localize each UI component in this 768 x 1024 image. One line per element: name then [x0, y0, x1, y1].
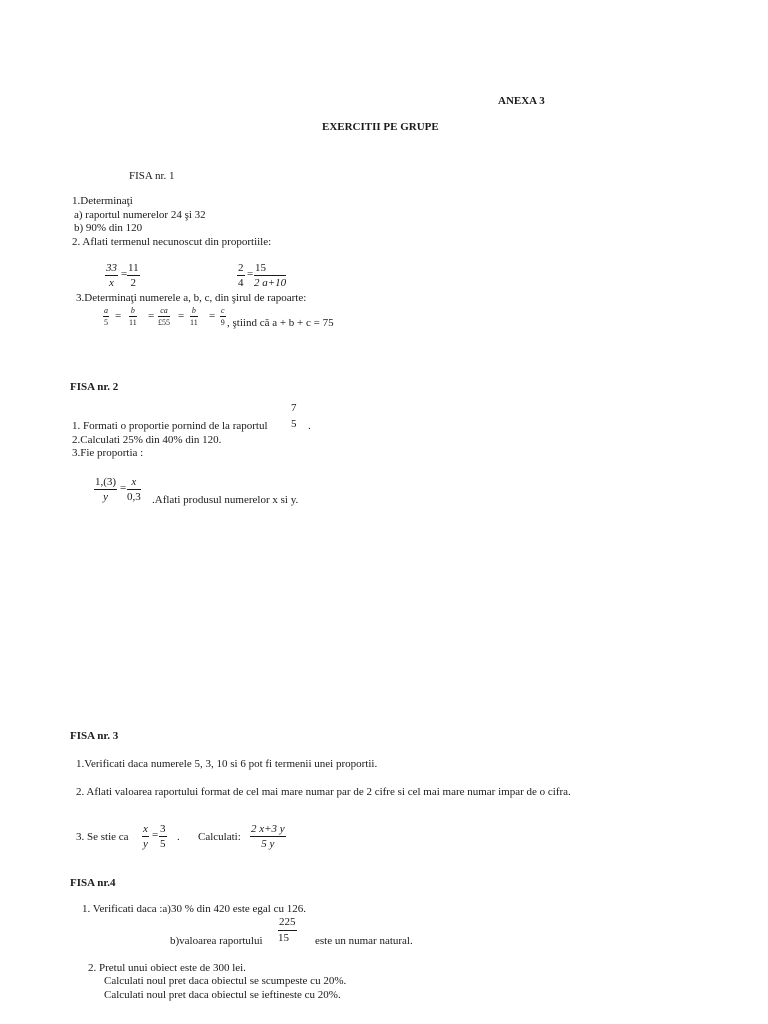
ratio-b-11-second [190, 306, 198, 327]
fraction-denominator: 11 [190, 318, 198, 327]
equals-sign: = [178, 310, 185, 322]
ratio-b-11 [129, 306, 137, 327]
ratio-c-9 [220, 306, 226, 327]
fraction-numerator: 11 [128, 262, 139, 274]
fisa4-item2b: Calculati noul pret daca obiectul se ieftineste cu 20%. [104, 989, 341, 1001]
fisa4-item1: 1. Verificati daca :a)30 % din 420 este egal cu 126. [82, 903, 306, 915]
fisa3-calculate-label: Calculati: [198, 831, 241, 843]
fraction-denominator: x [109, 277, 114, 289]
fisa4-ratio-225-15 [278, 916, 297, 944]
fisa2-item3: 3.Fie proportia : [72, 447, 144, 459]
equals-sign: = [209, 310, 216, 322]
fraction-denominator: 5 [160, 838, 166, 850]
fraction-numerator: 2 x+3 y [251, 823, 285, 835]
fraction-denominator: 15 [278, 932, 289, 944]
fisa2-proportion-right [127, 476, 141, 503]
fisa2-ratio-7-5 [290, 402, 298, 430]
ratio-ca-55 [158, 306, 170, 327]
fisa2-heading: FISA nr. 2 [70, 381, 119, 393]
ratio-a-5 [103, 306, 109, 327]
fraction-numerator: 1,(3) [95, 476, 117, 488]
fisa3-item3-prefix: 3. Se stie ca [76, 831, 129, 843]
fisa1-heading: FISA nr. 1 [129, 170, 175, 182]
fraction-numerator: x [143, 823, 148, 835]
fisa3-ratio-3-5 [159, 823, 167, 850]
annex-label: ANEXA 3 [498, 95, 545, 107]
fisa1-item1b: b) 90% din 120 [74, 222, 143, 234]
fisa3-expression [250, 823, 286, 850]
fraction-denominator: 11 [129, 318, 137, 327]
fisa1-item2: 2. Aflati termenul necunoscut din proportiile: [72, 236, 272, 248]
fisa2-item2: 2.Calculati 25% din 40% din 120. [72, 434, 222, 446]
fraction-denominator: y [143, 838, 148, 850]
fraction-denominator: 5 [291, 418, 297, 430]
fisa1-item1a: a) raportul numerelor 24 şi 32 [74, 209, 206, 221]
equals-sign: = [152, 829, 159, 841]
fraction-numerator: c [221, 306, 225, 315]
equals-sign: = [115, 310, 122, 322]
fisa4-item1b-tail: este un numar natural. [315, 935, 413, 947]
fisa4-item2a: Calculati noul pret daca obiectul se scumpeste cu 20%. [104, 975, 347, 987]
fraction-numerator: 2 [238, 262, 244, 274]
fisa4-item1b-prefix: b)valoarea raportului [170, 935, 263, 947]
fisa1-item3: 3.Determinaţi numerele a, b, c, din şirul de rapoarte: [76, 292, 307, 304]
fisa3-item2: 2. Aflati valoarea raportului format de cel mai mare numar par de 2 cifre si cel mai mare numar impar de o cifra. [76, 786, 571, 798]
fisa1-item1: 1.Determinaţi [72, 195, 133, 207]
fisa2-proportion-left [94, 476, 117, 503]
fraction-denominator: 5 [104, 318, 108, 327]
fraction-numerator: b [191, 306, 196, 315]
fisa3-item1: 1.Verificati daca numerele 5, 3, 10 si 6 pot fi termenii unei proportii. [76, 758, 378, 770]
fraction-denominator: 2 [130, 277, 137, 289]
fraction-denominator: 9 [220, 318, 225, 327]
fraction-denominator: 5 y [261, 838, 275, 850]
equals-sign: = [148, 310, 155, 322]
fraction-numerator: x [127, 476, 141, 490]
fisa2-item1-period: . [308, 420, 311, 432]
fisa3-heading: FISA nr. 3 [70, 730, 119, 742]
fisa4-heading: FISA nr.4 [70, 877, 116, 889]
fisa1-proportion1-left [105, 262, 118, 289]
equals-sign: = [247, 268, 254, 280]
fisa1-proportion2-right [254, 262, 286, 289]
fisa1-item3-condition: , ştiind că a + b + c = 75 [227, 317, 334, 329]
fraction-numerator: 33 [106, 262, 117, 274]
fisa2-item3-question: .Aflati produsul numerelor x si y. [152, 494, 299, 506]
fraction-denominator: 2 a+10 [254, 277, 287, 289]
fraction-denominator: y [103, 491, 108, 503]
equals-sign: = [120, 482, 127, 494]
page-title: EXERCITII PE GRUPE [322, 121, 439, 133]
fisa3-item3-period: . [177, 831, 180, 843]
equals-sign: = [121, 268, 128, 280]
fraction-numerator: 7 [291, 402, 297, 414]
fisa1-proportion1-right [127, 262, 140, 289]
fraction-numerator: 3 [160, 823, 166, 835]
fraction-numerator: a [104, 306, 108, 315]
fraction-denominator: £55 [158, 318, 170, 327]
fraction-denominator: 4 [238, 277, 244, 289]
fisa1-proportion2-left [237, 262, 245, 289]
fisa4-item2: 2. Pretul unui obiect este de 300 lei. [88, 962, 246, 974]
fraction-numerator: 15 [254, 262, 286, 276]
fisa3-ratio-x-y [142, 823, 149, 850]
fraction-numerator: ca [158, 306, 170, 317]
fraction-numerator: b [130, 306, 135, 315]
fisa2-item1: 1. Formati o proportie pornind de la raportul [72, 420, 268, 432]
fraction-denominator: 0,3 [127, 491, 141, 503]
fraction-numerator: 225 [278, 916, 297, 931]
